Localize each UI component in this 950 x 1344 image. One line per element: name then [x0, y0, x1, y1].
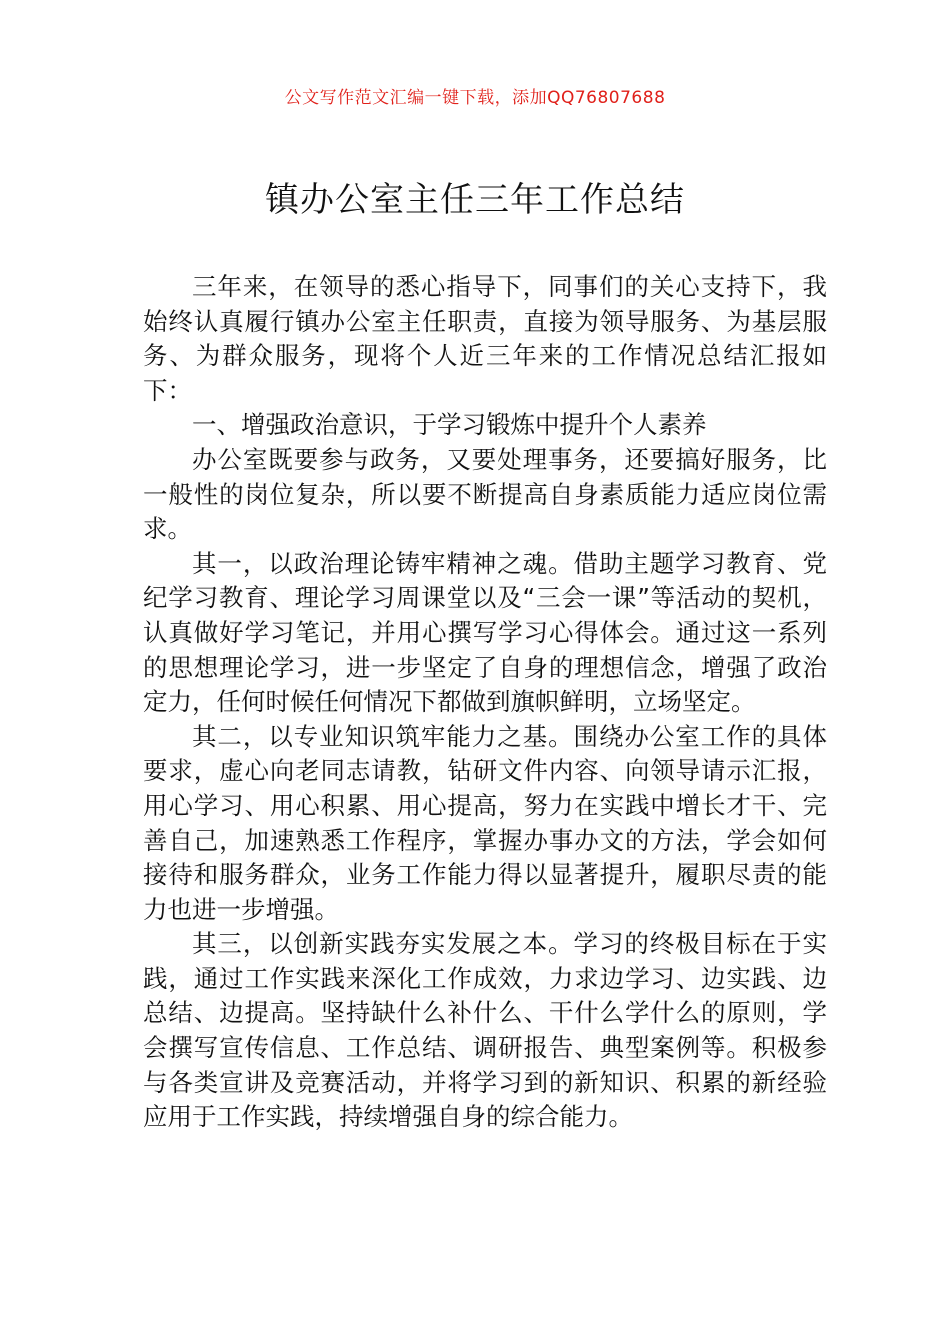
paragraph-point-2: 其二，以专业知识筑牢能力之基。围绕办公室工作的具体要求，虚心向老同志请教，钻研文件内容、向领导请示汇报，用心学习、用心积累、用心提高，努力在实践中增长才干、完善自己，加速熟悉工作程序，掌握办事办文的方法，学会如何接待和服务群众，业务工作能力得以显著提升，履职尽责的能力也进一步增强。	[143, 721, 827, 924]
header-download-note: 公文写作范文汇编一键下载，添加QQ76807688	[284, 88, 666, 108]
document-body	[143, 270, 827, 1135]
paragraph-intro: 三年来，在领导的悉心指导下，同事们的关心支持下，我始终认真履行镇办公室主任职责，直接为领导服务、为基层服务、为群众服务，现将个人近三年来的工作情况总结汇报如下：	[143, 272, 827, 405]
section-heading-1: 一、增强政治意识，于学习锻炼中提升个人素养	[192, 410, 707, 440]
paragraph-point-3: 其三，以创新实践夯实发展之本。学习的终极目标在于实践，通过工作实践来深化工作成效，力求边学习、边实践、边总结、边提高。坚持缺什么补什么、干什么学什么的原则，学会撰写宣传信息、工作总结、调研报告、典型案例等。积极参与各类宣讲及竞赛活动，并将学习到的新知识、积累的新经验应用于工作实践，持续增强自身的综合能力。	[143, 929, 827, 1132]
paragraph-office-role: 办公室既要参与政务，又要处理事务，还要搞好服务，比一般性的岗位复杂，所以要不断提高自身素质能力适应岗位需求。	[143, 444, 827, 544]
document-title: 镇办公室主任三年工作总结	[265, 180, 685, 220]
paragraph-point-1: 其一，以政治理论铸牢精神之魂。借助主题学习教育、党纪学习教育、理论学习周课堂以及“三会一课”等活动的契机，认真做好学习笔记，并用心撰写学习心得体会。通过这一系列的思想理论学习，进一步坚定了自身的理想信念，增强了政治定力，任何时候任何情况下都做到旗帜鲜明，立场坚定。	[143, 548, 827, 717]
